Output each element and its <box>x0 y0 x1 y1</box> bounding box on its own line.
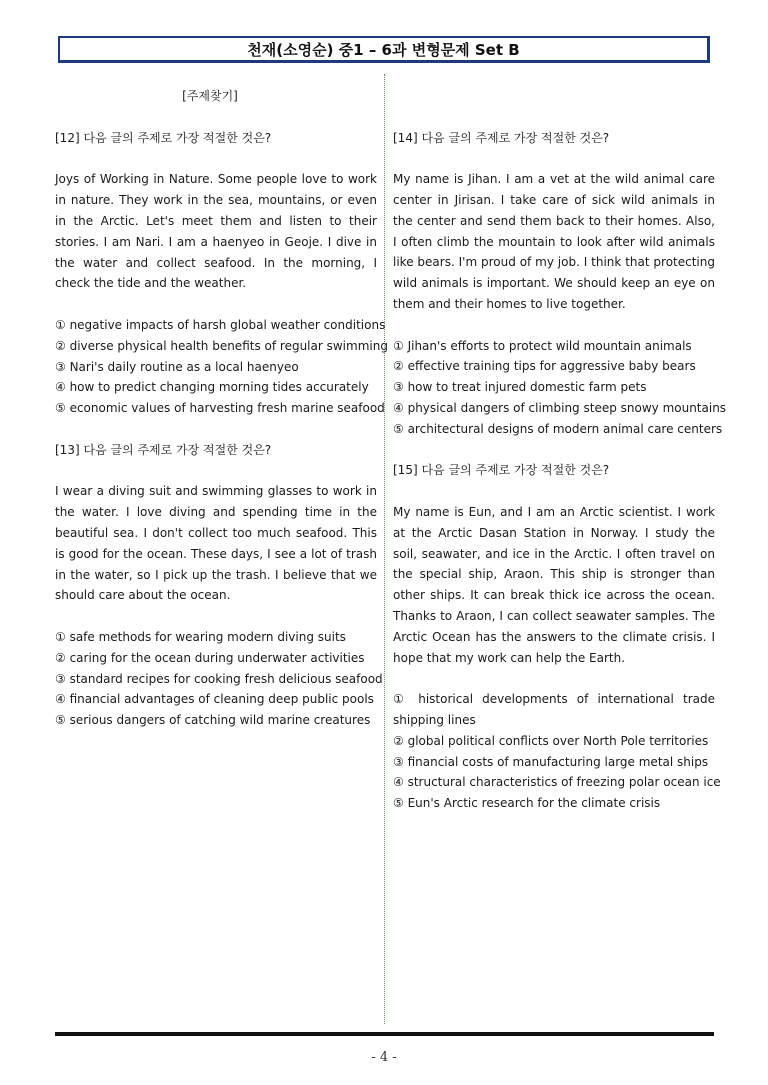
column-divider <box>384 74 385 1024</box>
section-label: [주제찾기] <box>182 89 238 103</box>
choice-item[interactable]: ③ Nari's daily routine as a local haenyeo <box>55 359 299 374</box>
question-passage: Joys of Working in Nature. Some people love to work in nature. They work in the sea, mountains, or even in the Arctic. Let's meet them and listen to their stories. I am Nari. I am a haenyeo in Geoje. I dive in the water and collect seafood. In the morning, I check the tide and the weather. <box>55 172 377 291</box>
choice-item[interactable]: ③ standard recipes for cooking fresh delicious seafood <box>55 671 383 686</box>
question-prompt: [14] 다음 글의 주제로 가장 적절한 것은? <box>393 130 610 145</box>
choice-list <box>393 336 727 440</box>
question-15 <box>393 460 721 814</box>
choice-item[interactable]: ② caring for the ocean during underwater activities <box>55 650 365 665</box>
choice-list <box>55 627 383 731</box>
choice-item[interactable]: ① negative impacts of harsh global weather conditions <box>55 317 386 332</box>
choice-item[interactable]: ② effective training tips for aggressive baby bears <box>393 359 696 374</box>
choice-item[interactable]: ② diverse physical health benefits of regular swimming <box>55 338 388 353</box>
choice-item[interactable]: ⑤ economic values of harvesting fresh marine seafood <box>55 401 385 416</box>
choice-list <box>55 315 388 419</box>
question-passage: My name is Jihan. I am a vet at the wild animal care center in Jirisan. I take care of sick wild animals in the center and send them back to their homes. Also, I often climb the mountain to look after wild animals like bears. I'm proud of my job. I think that protecting wild animals is important. We should keep an eye on them and their homes to live together. <box>393 172 715 311</box>
question-prompt: [13] 다음 글의 주제로 가장 적절한 것은? <box>55 442 272 457</box>
choice-item[interactable]: ① Jihan's efforts to protect wild mountain animals <box>393 338 692 353</box>
choice-list <box>393 689 721 814</box>
choice-item[interactable]: ② global political conflicts over North Pole territories <box>393 733 709 748</box>
page-title: 천재(소영순) 중1 – 6과 변형문제 Set B <box>58 36 710 63</box>
question-12 <box>55 128 388 419</box>
choice-item[interactable]: ① historical developments of international trade shipping lines <box>393 692 715 727</box>
page-number: - 4 - <box>371 1050 397 1065</box>
choice-item[interactable]: ⑤ serious dangers of catching wild marine creatures <box>55 713 371 728</box>
question-prompt: [15] 다음 글의 주제로 가장 적절한 것은? <box>393 463 610 478</box>
choice-item[interactable]: ④ structural characteristics of freezing polar ocean ice <box>393 775 721 790</box>
choice-item[interactable]: ④ financial advantages of cleaning deep public pools <box>55 692 374 707</box>
choice-item[interactable]: ④ how to predict changing morning tides accurately <box>55 380 369 395</box>
choice-item[interactable]: ④ physical dangers of climbing steep snowy mountains <box>393 400 727 415</box>
choice-item[interactable]: ⑤ architectural designs of modern animal care centers <box>393 421 723 436</box>
question-passage: I wear a diving suit and swimming glasses to work in the water. I love diving and spending time in the beautiful sea. I don't collect too much seafood. This is good for the ocean. These days, I see a lot of trash in the water, so I pick up the trash. I believe that we should care about the ocean. <box>55 484 377 603</box>
question-13 <box>55 440 383 731</box>
question-14 <box>393 128 727 440</box>
question-passage: My name is Eun, and I am an Arctic scientist. I work at the Arctic Dasan Station in Norway. I study the soil, seawater, and ice in the Arctic. I often travel on the special ship, Araon. This ship is stronger than other ships. It can break thick ice across the ocean. Thanks to Araon, I can collect seawater samples. The Arctic Ocean has the answers to the climate crisis. I hope that my work can help the Earth. <box>393 504 715 665</box>
choice-item[interactable]: ③ financial costs of manufacturing large metal ships <box>393 754 709 769</box>
choice-item[interactable]: ⑤ Eun's Arctic research for the climate crisis <box>393 796 661 811</box>
right-column <box>393 86 727 814</box>
choice-item[interactable]: ③ how to treat injured domestic farm pets <box>393 380 647 395</box>
choice-item[interactable]: ① safe methods for wearing modern diving suits <box>55 629 346 644</box>
left-column <box>55 86 388 731</box>
footer-rule <box>55 1032 714 1036</box>
question-prompt: [12] 다음 글의 주제로 가장 적절한 것은? <box>55 130 272 145</box>
